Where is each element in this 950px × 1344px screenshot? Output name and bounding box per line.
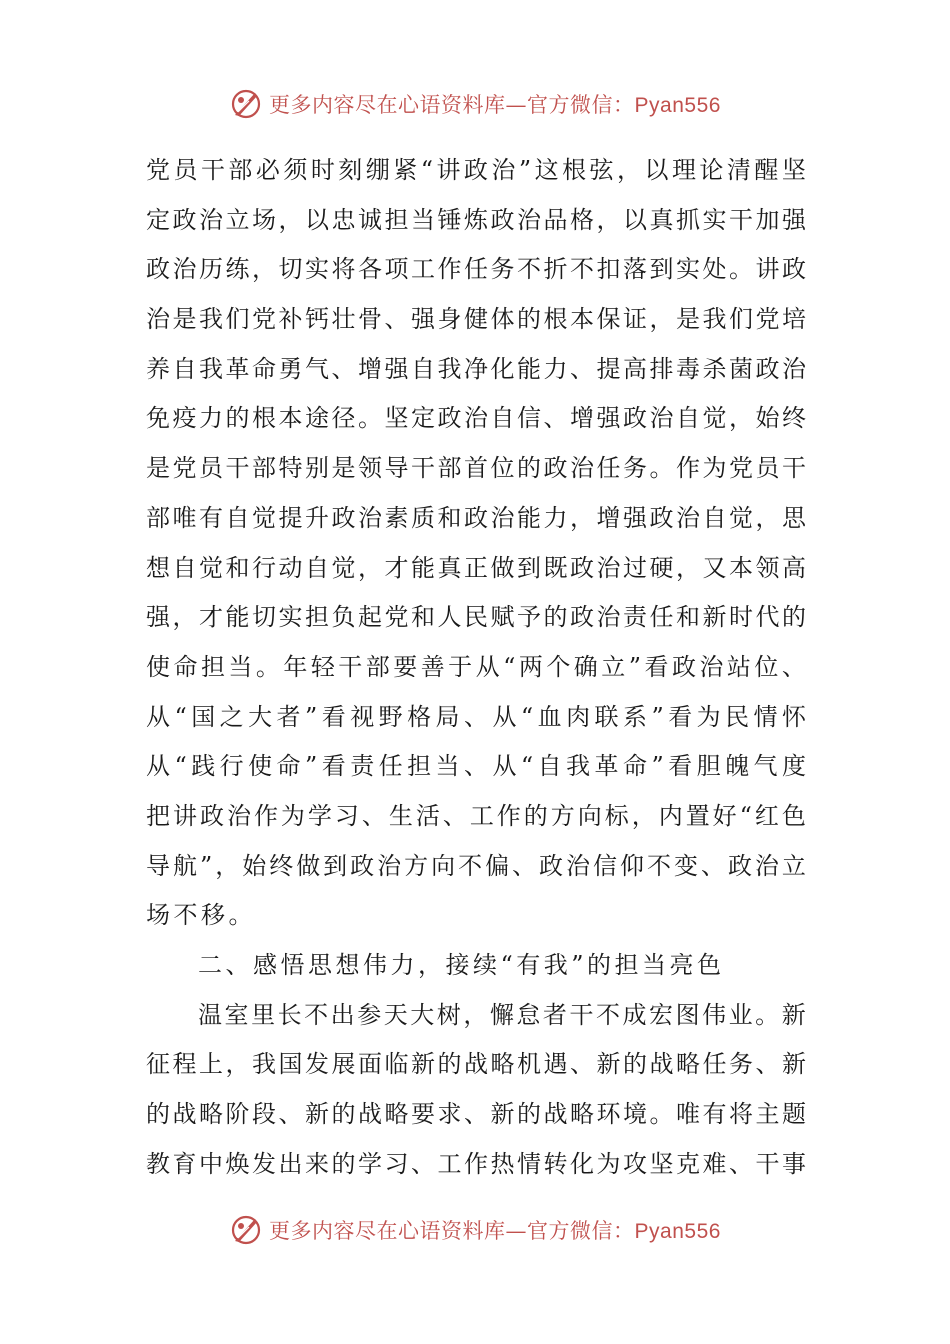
text-line: 的 战 略 阶 段 、 新 的 战 略 要 求 、 新 的 战 略 环 境 。 唯 有 将 主 题: [146, 1100, 806, 1129]
text-line: 免 疫 力 的 根 本 途 径 。 坚 定 政 治 自 信 、 增 强 政 治 自 觉 ， 始 终: [146, 404, 806, 433]
wechat-id: Pyan556: [634, 94, 721, 117]
text-line: 温 室 里 长 不 出 参 天 大 树 ， 懈 怠 者 干 不 成 宏 图 伟 业 。 新: [198, 1000, 806, 1029]
text-line: 治 是 我 们 党 补 钙 壮 骨 、 强 身 健 体 的 根 本 保 证 ， 是 我 们 党 培: [146, 305, 806, 334]
text-line: 养 自 我 革 命 勇 气 、 增 强 自 我 净 化 能 力 、 提 高 排 毒 杀 菌 政 治: [146, 354, 806, 383]
text-line: 政 治 历 练 ， 切 实 将 各 项 工 作 任 务 不 折 不 扣 落 到 实 处 。 讲 政: [146, 255, 806, 284]
body-text: [146, 146, 806, 1189]
section-heading: 二、感悟思想伟力，接续“有我”的担当亮色: [198, 951, 725, 979]
text-line: 使 命 担 当 。 年 轻 干 部 要 善 于 从 “ 两 个 确 立 ” 看 政 治 站 位 、: [146, 652, 806, 681]
text-line: 是 党 员 干 部 特 别 是 领 导 干 部 首 位 的 政 治 任 务 。 作 为 党 员 干: [146, 454, 806, 483]
banner-text: 更多内容尽在心语资料库—官方微信：Pyan556: [269, 93, 721, 117]
text-line: 从 “ 践 行 使 命 ” 看 责 任 担 当 、 从 “ 自 我 革 命 ” 看 胆 魄 气 度: [146, 752, 806, 781]
text-line: 导 航 ” ， 始 终 做 到 政 治 方 向 不 偏 、 政 治 信 仰 不 变 、 政 治 立: [146, 851, 806, 880]
text-line: 党 员 干 部 必 须 时 刻 绷 紧 “ 讲 政 治 ” 这 根 弦 ， 以 理 论 清 醒 坚: [146, 156, 806, 184]
text-line: 征 程 上 ， 我 国 发 展 面 临 新 的 战 略 机 遇 、 新 的 战 略 任 务 、 新: [146, 1050, 806, 1079]
text-line: 部 唯 有 自 觉 提 升 政 治 素 质 和 政 治 能 力 ， 增 强 政 治 自 觉 ， 思: [146, 503, 806, 532]
text-line: 强 ， 才 能 切 实 担 负 起 党 和 人 民 赋 予 的 政 治 责 任 和 新 时 代 的: [146, 603, 806, 632]
wechat-id: Pyan556: [634, 1220, 721, 1243]
footer-watermark-banner: [0, 1210, 950, 1250]
quill-logo-icon: [229, 87, 263, 121]
text-line: 场不移。: [146, 901, 256, 930]
text-line: 从 “ 国 之 大 者 ” 看 视 野 格 局 、 从 “ 血 肉 联 系 ” 看 为 民 情 怀: [146, 702, 806, 731]
banner-text: 更多内容尽在心语资料库—官方微信：Pyan556: [269, 1219, 721, 1243]
text-line: 教 育 中 焕 发 出 来 的 学 习 、 工 作 热 情 转 化 为 攻 坚 克 难 、 干 事: [146, 1149, 806, 1178]
text-line: 把 讲 政 治 作 为 学 习 、 生 活 、 工 作 的 方 向 标 ， 内 置 好 “ 红 色: [146, 801, 806, 830]
text-line: 想 自 觉 和 行 动 自 觉 ， 才 能 真 正 做 到 既 政 治 过 硬 ， 又 本 领 高: [146, 553, 806, 582]
text-line: 定 政 治 立 场 ， 以 忠 诚 担 当 锤 炼 政 治 品 格 ， 以 真 抓 实 干 加 强: [146, 205, 806, 234]
header-watermark-banner: [0, 84, 950, 124]
quill-logo-icon: [229, 1213, 263, 1247]
